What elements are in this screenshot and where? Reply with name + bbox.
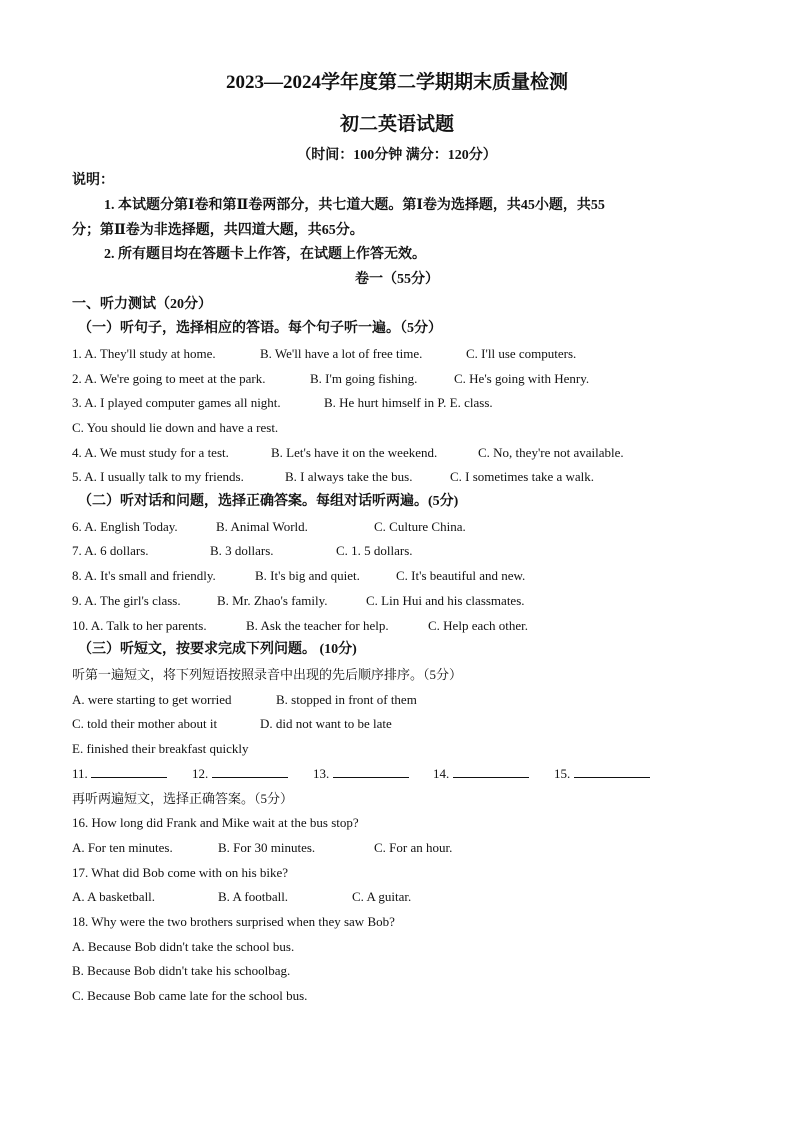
q3-option-b: B. He hurt himself in P. E. class.	[324, 395, 493, 410]
q10-option-c: C. Help each other.	[428, 618, 528, 633]
q18-option-c: C. Because Bob came late for the school bus.	[72, 988, 308, 1003]
instruction-2: 2. 所有题目均在答题卡上作答，在试题上作答无效。	[104, 247, 426, 262]
q9-option-a: 9. A. The girl's class.	[72, 593, 181, 608]
part-3-instruction-2: 再听两遍短文，选择正确答案。（5分）	[72, 791, 294, 806]
exam-subtitle: 初二英语试题	[339, 114, 454, 135]
phrase-d: D. did not want to be late	[260, 716, 392, 731]
part-2-title: （二）听对话和问题，选择正确答案。每组对话听两遍。(5分)	[78, 494, 459, 509]
exam-title: 2023—2024学年度第二学期期末质量检测	[225, 72, 568, 93]
blank-12[interactable]	[192, 765, 288, 783]
part-1-title: （一）听句子，选择相应的答语。每个句子听一遍。（5分）	[78, 321, 442, 336]
q8-option-b: B. It's big and quiet.	[255, 568, 360, 583]
blank-15[interactable]	[554, 765, 650, 783]
instructions-label: 说明：	[72, 173, 114, 188]
q3-option-c: C. You should lie down and have a rest.	[72, 420, 279, 435]
q2-option-c: C. He's going with Henry.	[454, 371, 590, 386]
blank-11[interactable]	[72, 765, 167, 783]
q17-option-b: B. A football.	[218, 889, 289, 904]
q5-option-a: 5. A. I usually talk to my friends.	[72, 469, 244, 484]
q4-option-c: C. No, they're not available.	[478, 445, 624, 460]
q6-option-c: C. Culture China.	[374, 519, 466, 534]
q16-stem: 16. How long did Frank and Mike wait at the bus stop?	[72, 815, 359, 830]
q18-option-b: B. Because Bob didn't take his schoolbag.	[72, 963, 291, 978]
q9-option-c: C. Lin Hui and his classmates.	[366, 593, 525, 608]
q2-option-a: 2. A. We're going to meet at the park.	[72, 371, 266, 386]
instruction-1-line2: 分；第Ⅱ卷为非选择题，共四道大题，共65分。	[72, 223, 364, 238]
blank-11-label: 11.	[72, 766, 88, 781]
part-3-instruction-1: 听第一遍短文，将下列短语按照录音中出现的先后顺序排序。（5分）	[72, 667, 463, 682]
q10-option-b: B. Ask the teacher for help.	[246, 618, 389, 633]
q5-option-b: B. I always take the bus.	[285, 469, 413, 484]
blank-15-label: 15.	[554, 766, 571, 781]
q7-option-c: C. 1. 5 dollars.	[336, 543, 413, 558]
phrase-a: A. were starting to get worried	[72, 692, 232, 707]
q8-option-c: C. It's beautiful and new.	[396, 568, 526, 583]
q16-option-c: C. For an hour.	[374, 840, 453, 855]
section-1-title: 一、听力测试（20分）	[72, 297, 212, 312]
q17-option-a: A. A basketball.	[72, 889, 156, 904]
q4-option-b: B. Let's have it on the weekend.	[271, 445, 438, 460]
phrase-b: B. stopped in front of them	[276, 692, 417, 707]
blank-14[interactable]	[433, 765, 529, 783]
q1-option-a: 1. A. They'll study at home.	[72, 346, 216, 361]
phrase-e: E. finished their breakfast quickly	[72, 741, 249, 756]
q7-option-a: 7. A. 6 dollars.	[72, 543, 149, 558]
phrase-c: C. told their mother about it	[72, 716, 218, 731]
q17-option-c: C. A guitar.	[352, 889, 412, 904]
blank-12-label: 12.	[192, 766, 209, 781]
q16-option-a: A. For ten minutes.	[72, 840, 173, 855]
q17-stem: 17. What did Bob come with on his bike?	[72, 865, 289, 880]
q10-option-a: 10. A. Talk to her parents.	[72, 618, 207, 633]
blank-13-label: 13.	[313, 766, 330, 781]
q6-option-b: B. Animal World.	[216, 519, 308, 534]
q6-option-a: 6. A. English Today.	[72, 519, 178, 534]
blank-14-label: 14.	[433, 766, 450, 781]
q9-option-b: B. Mr. Zhao's family.	[217, 593, 328, 608]
volume-1-heading: 卷一（55分）	[355, 272, 439, 287]
q4-option-a: 4. A. We must study for a test.	[72, 445, 229, 460]
q18-option-a: A. Because Bob didn't take the school bus.	[72, 939, 295, 954]
q5-option-c: C. I sometimes take a walk.	[450, 469, 595, 484]
q3-option-a: 3. A. I played computer games all night.	[72, 395, 281, 410]
q1-option-b: B. We'll have a lot of free time.	[260, 346, 423, 361]
time-info: （时间：100分钟 满分：120分）	[297, 148, 497, 163]
part-3-title: （三）听短文，按要求完成下列问题。 (10分)	[78, 642, 357, 657]
q1-option-c: C. I'll use computers.	[466, 346, 577, 361]
blank-13[interactable]	[313, 765, 409, 783]
instruction-1-line1: 1. 本试题分第Ⅰ卷和第Ⅱ卷两部分，共七道大题。第Ⅰ卷为选择题，共45小题，共55	[104, 198, 605, 213]
q16-option-b: B. For 30 minutes.	[218, 840, 316, 855]
q18-stem: 18. Why were the two brothers surprised when they saw Bob?	[72, 914, 395, 929]
q2-option-b: B. I'm going fishing.	[310, 371, 418, 386]
q7-option-b: B. 3 dollars.	[210, 543, 274, 558]
q8-option-a: 8. A. It's small and friendly.	[72, 568, 216, 583]
